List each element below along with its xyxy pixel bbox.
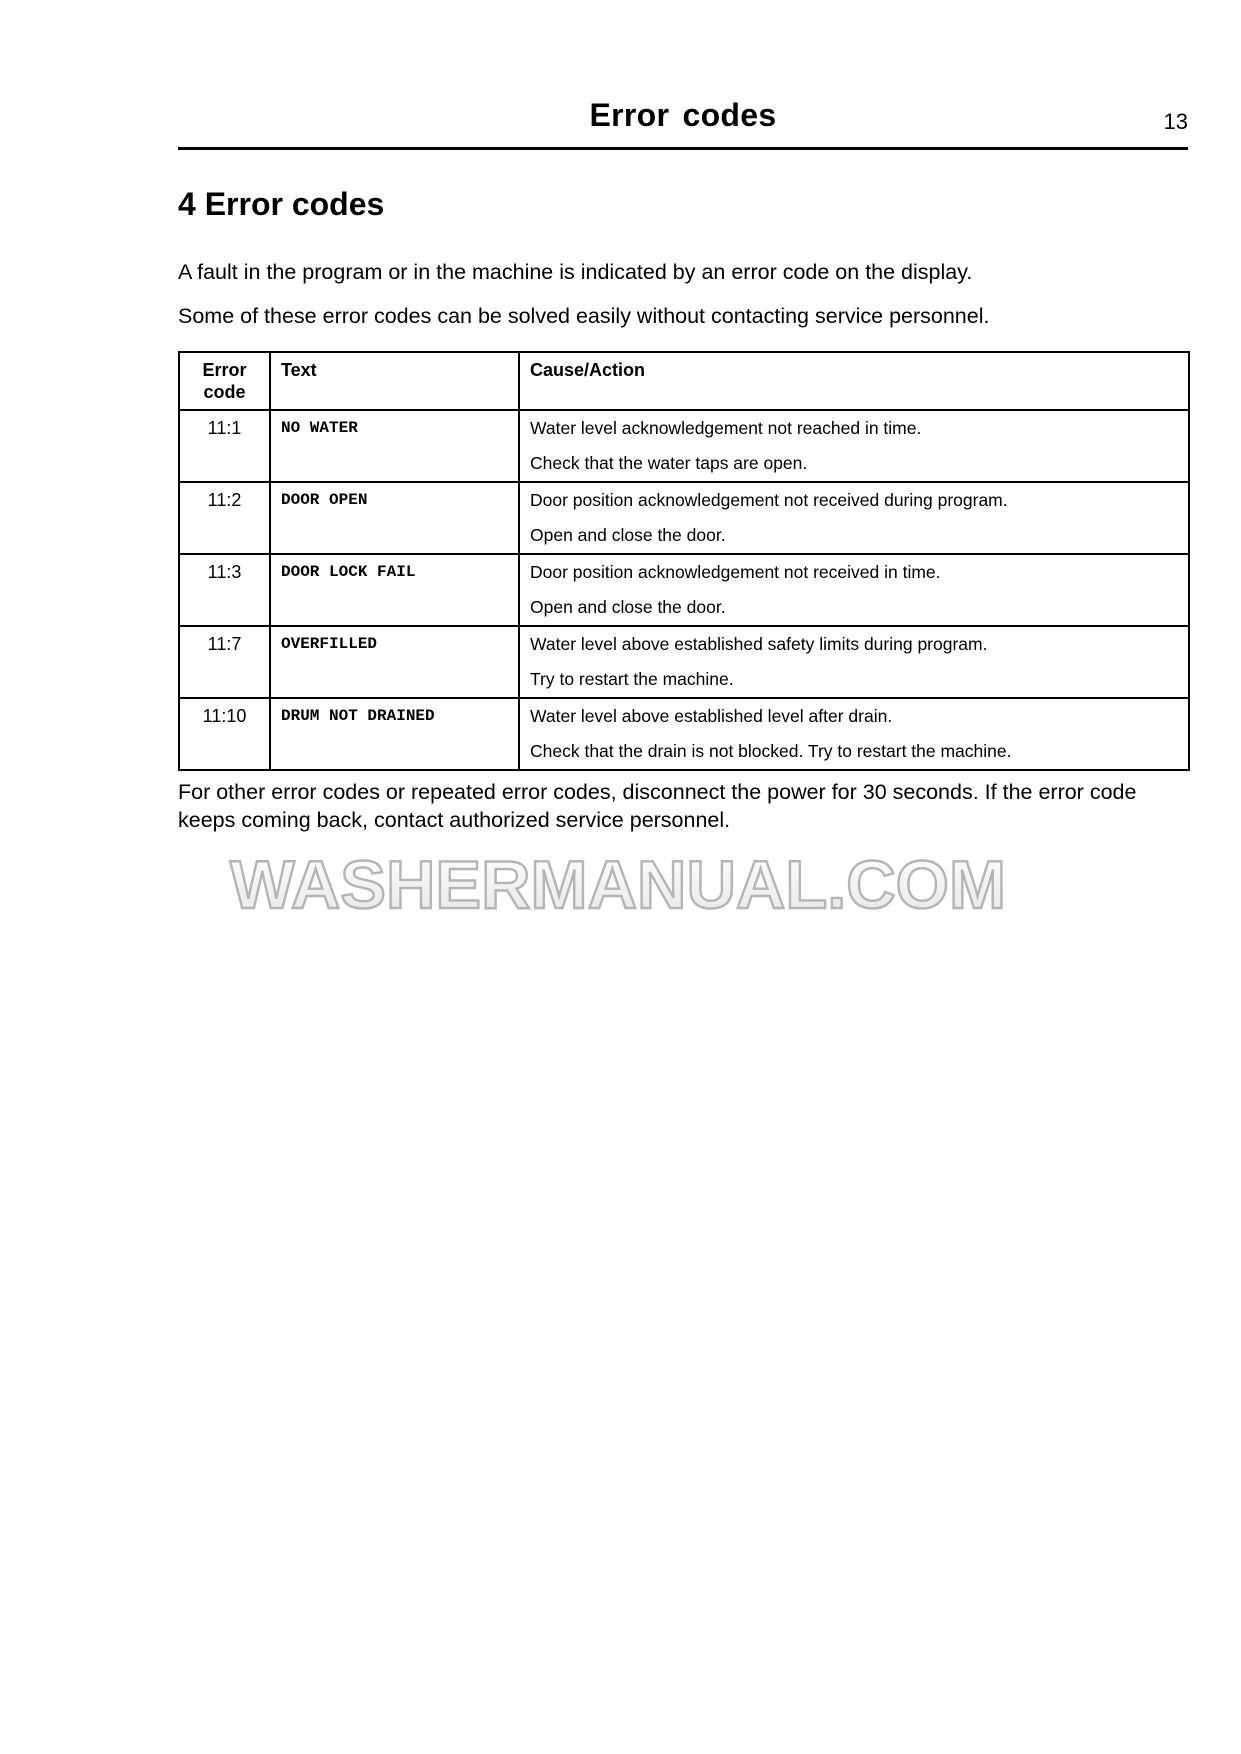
error-text-cell: NO WATER xyxy=(270,410,519,482)
cause-action-cell xyxy=(519,554,1189,626)
error-code-table xyxy=(178,351,1190,771)
table-header-row xyxy=(179,352,1189,410)
page-number: 13 xyxy=(1163,109,1188,134)
action-text: Try to restart the machine. xyxy=(530,669,734,689)
intro-paragraph: Some of these error codes can be solved easily without contacting service personnel. xyxy=(178,304,990,328)
action-text: Check that the water taps are open. xyxy=(530,453,808,473)
error-text-cell: DOOR LOCK FAIL xyxy=(270,554,519,626)
table-row xyxy=(179,482,1189,554)
watermark-logo xyxy=(228,842,1008,922)
cause-action-cell xyxy=(519,698,1189,770)
error-text-cell: DRUM NOT DRAINED xyxy=(270,698,519,770)
header-text: Text xyxy=(270,352,519,410)
header-title: Error codes xyxy=(589,97,777,133)
cause-text: Door position acknowledgement not received during program. xyxy=(530,490,1008,510)
header-cause-action: Cause/Action xyxy=(519,352,1189,410)
section-title: 4 Error codes xyxy=(178,186,385,222)
intro-paragraph: A fault in the program or in the machine is indicated by an error code on the display. xyxy=(178,260,973,284)
error-code-cell: 11:2 xyxy=(179,482,270,554)
cause-text: Water level above established safety limits during program. xyxy=(530,634,988,654)
cause-action-cell xyxy=(519,410,1189,482)
action-text: Open and close the door. xyxy=(530,525,726,545)
action-text: Open and close the door. xyxy=(530,597,726,617)
error-text-cell: DOOR OPEN xyxy=(270,482,519,554)
header-error-code: Error code xyxy=(179,352,270,410)
cause-action-cell xyxy=(519,626,1189,698)
action-text: Check that the drain is not blocked. Try to restart the machine. xyxy=(530,741,1012,761)
table-row xyxy=(179,626,1189,698)
table-row xyxy=(179,410,1189,482)
table-row xyxy=(179,554,1189,626)
cause-text: Water level above established level after drain. xyxy=(530,706,893,726)
watermark-text: WASHERMANUAL.COM xyxy=(230,847,1006,922)
error-code-cell: 11:10 xyxy=(179,698,270,770)
table-row xyxy=(179,698,1189,770)
page-header xyxy=(178,95,1188,150)
cause-text: Water level acknowledgement not reached in time. xyxy=(530,418,922,438)
closing-paragraph: For other error codes or repeated error codes, disconnect the power for 30 seconds. If the error code keeps coming back, contact authorized service personnel. xyxy=(178,780,1137,832)
error-code-cell: 11:1 xyxy=(179,410,270,482)
error-code-cell: 11:7 xyxy=(179,626,270,698)
error-code-cell: 11:3 xyxy=(179,554,270,626)
cause-action-cell xyxy=(519,482,1189,554)
cause-text: Door position acknowledgement not received in time. xyxy=(530,562,941,582)
error-text-cell: OVERFILLED xyxy=(270,626,519,698)
